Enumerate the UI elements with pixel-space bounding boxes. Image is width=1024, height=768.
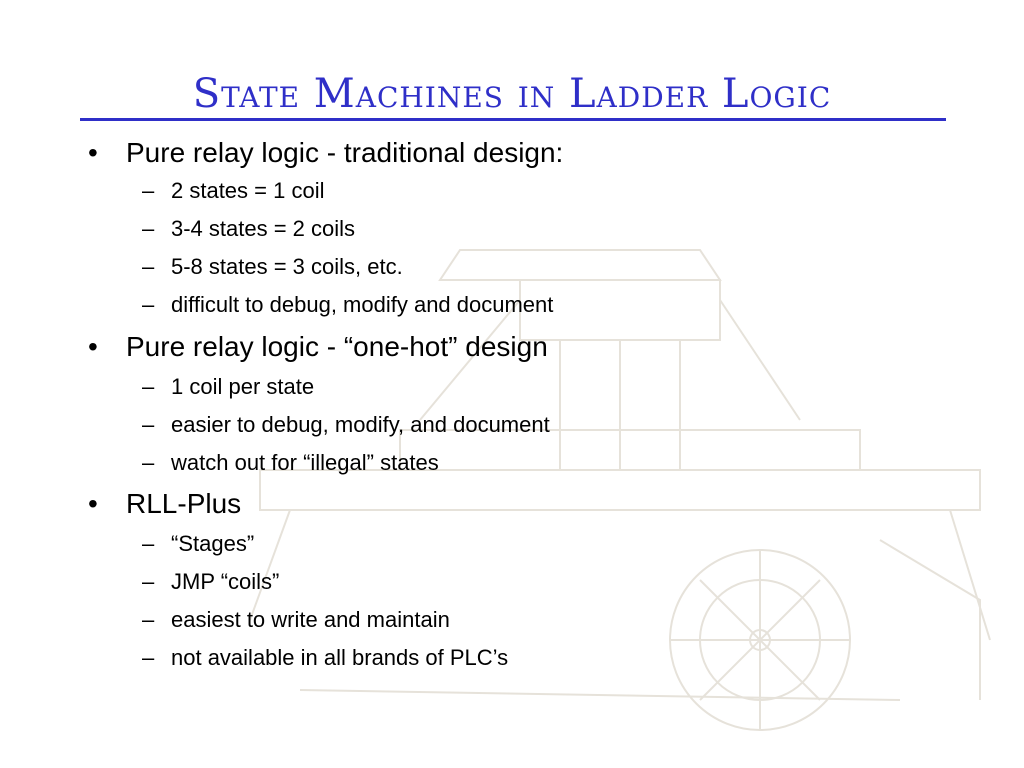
bullet-text: Pure relay logic - “one-hot” design	[126, 331, 548, 362]
sub-bullet-text: not available in all brands of PLC’s	[171, 645, 509, 670]
sub-bullet-text: difficult to debug, modify and document	[171, 292, 554, 317]
title-underline	[80, 118, 946, 121]
sub-bullet-glyph: –	[142, 607, 155, 632]
sub-bullet-glyph: –	[142, 450, 155, 475]
sub-bullet-glyph: –	[142, 531, 155, 556]
sub-bullet-glyph: –	[142, 645, 155, 670]
sub-bullet-text: easier to debug, modify, and document	[171, 412, 550, 437]
slide-title: State Machines in Ladder Logic	[192, 71, 832, 117]
sub-bullet-glyph: –	[142, 374, 155, 399]
sub-bullet-glyph: –	[142, 216, 155, 241]
sub-bullet-text: easiest to write and maintain	[171, 607, 450, 632]
sub-bullet-text: 2 states = 1 coil	[171, 178, 325, 203]
sub-bullet-text: 5-8 states = 3 coils, etc.	[171, 254, 403, 279]
sub-bullet-text: “Stages”	[171, 531, 255, 556]
bullet-glyph: •	[88, 331, 98, 362]
sub-bullet-glyph: –	[142, 254, 155, 279]
bullet-text: Pure relay logic - traditional design:	[126, 137, 564, 168]
sub-bullet-text: JMP “coils”	[171, 569, 280, 594]
sub-bullet-glyph: –	[142, 569, 155, 594]
bullet-text: RLL-Plus	[126, 488, 242, 519]
bullet-glyph: •	[88, 488, 98, 519]
sub-bullet-text: 3-4 states = 2 coils	[171, 216, 356, 241]
sub-bullet-text: 1 coil per state	[171, 374, 315, 399]
bullet-glyph: •	[88, 137, 98, 168]
sub-bullet-glyph: –	[142, 178, 155, 203]
sub-bullet-glyph: –	[142, 292, 155, 317]
sub-bullet-text: watch out for “illegal” states	[171, 450, 439, 475]
sub-bullet-glyph: –	[142, 412, 155, 437]
